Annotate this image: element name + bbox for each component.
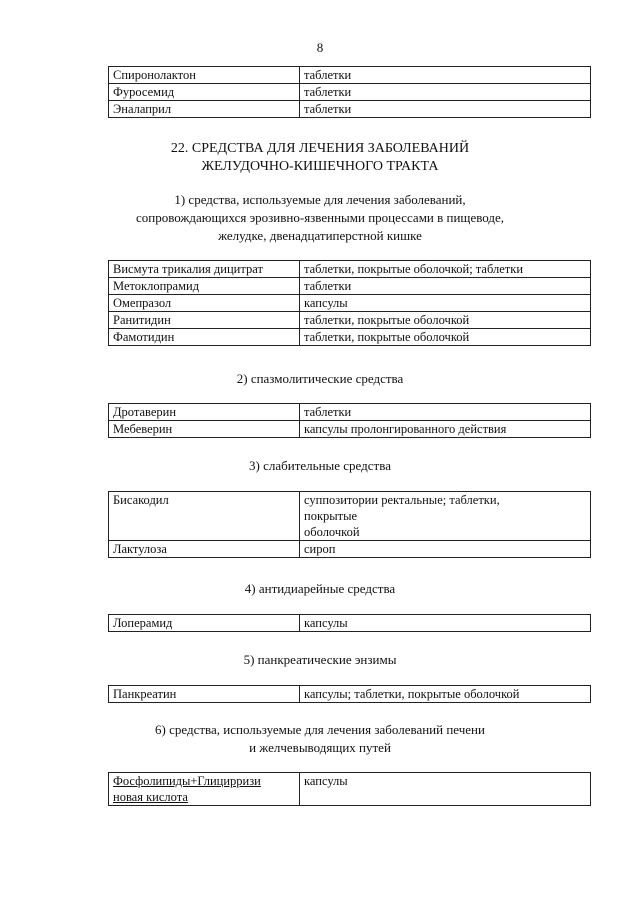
table-row bbox=[109, 492, 591, 541]
drug-form: таблетки bbox=[300, 404, 591, 421]
drug-name: Эналаприл bbox=[109, 101, 300, 118]
drug-form-line: покрытые bbox=[304, 509, 358, 523]
group-heading bbox=[0, 191, 640, 245]
table-row bbox=[109, 278, 591, 295]
drug-name: Дротаверин bbox=[109, 404, 300, 421]
drug-name-line: новая кислота bbox=[113, 790, 188, 804]
table-row bbox=[109, 312, 591, 329]
heading-line: 1) средства, используемые для лечения заболеваний, bbox=[174, 192, 466, 207]
drug-form: капсулы; таблетки, покрытые оболочкой bbox=[300, 686, 591, 703]
group-heading bbox=[0, 457, 640, 475]
table-row bbox=[109, 404, 591, 421]
heading-line: 3) слабительные средства bbox=[249, 458, 391, 473]
drug-form: таблетки bbox=[300, 84, 591, 101]
table-row bbox=[109, 101, 591, 118]
drug-name: Ранитидин bbox=[109, 312, 300, 329]
drug-form: таблетки, покрытые оболочкой bbox=[300, 329, 591, 346]
page-number: 8 bbox=[316, 40, 324, 55]
table-row bbox=[109, 541, 591, 558]
group-heading bbox=[0, 721, 640, 757]
drug-name: Фуросемид bbox=[109, 84, 300, 101]
drug-table-group-5 bbox=[108, 685, 591, 703]
drug-form: таблетки bbox=[300, 278, 591, 295]
group-heading bbox=[0, 370, 640, 388]
drug-table-group-6 bbox=[108, 772, 591, 806]
drug-name: Панкреатин bbox=[109, 686, 300, 703]
table-row bbox=[109, 84, 591, 101]
table-row bbox=[109, 615, 591, 632]
section-title bbox=[0, 140, 640, 176]
drug-form: сироп bbox=[300, 541, 591, 558]
table-row bbox=[109, 261, 591, 278]
heading-line: 5) панкреатические энзимы bbox=[243, 652, 397, 667]
table-row bbox=[109, 686, 591, 703]
drug-table-group-4 bbox=[108, 614, 591, 632]
drug-form: капсулы bbox=[300, 295, 591, 312]
table-row bbox=[109, 421, 591, 438]
drug-name: Фамотидин bbox=[109, 329, 300, 346]
heading-line: 2) спазмолитические средства bbox=[236, 371, 404, 386]
drug-name: Висмута трикалия дицитрат bbox=[109, 261, 300, 278]
drug-form: таблетки, покрытые оболочкой; таблетки bbox=[300, 261, 591, 278]
drug-form: капсулы пролонгированного действия bbox=[300, 421, 591, 438]
drug-form: таблетки, покрытые оболочкой bbox=[300, 312, 591, 329]
group-heading bbox=[0, 580, 640, 598]
heading-line: 4) антидиарейные средства bbox=[244, 581, 396, 596]
drug-table-group-2 bbox=[108, 403, 591, 438]
drug-form-line: оболочкой bbox=[304, 525, 360, 539]
drug-name: Омепразол bbox=[109, 295, 300, 312]
drug-table-group-3 bbox=[108, 491, 591, 558]
section-title-line: ЖЕЛУДОЧНО-КИШЕЧНОГО ТРАКТА bbox=[201, 159, 439, 174]
drug-name: Спиронолактон bbox=[109, 67, 300, 84]
drug-name-line: Фосфолипиды+Глицирризи bbox=[113, 774, 261, 788]
heading-line: сопровождающихся эрозивно-язвенными процессами в пищеводе, bbox=[135, 210, 505, 225]
heading-line: желудке, двенадцатиперстной кишке bbox=[218, 228, 422, 243]
drug-form: капсулы bbox=[300, 773, 591, 806]
drug-name: Метоклопрамид bbox=[109, 278, 300, 295]
heading-line: и желчевыводящих путей bbox=[249, 740, 391, 755]
drug-table-group-1 bbox=[108, 260, 591, 346]
drug-name: Мебеверин bbox=[109, 421, 300, 438]
drug-form: таблетки bbox=[300, 67, 591, 84]
heading-line: 6) средства, используемые для лечения заболеваний печени bbox=[155, 722, 485, 737]
group-heading bbox=[0, 651, 640, 669]
drug-name: Бисакодил bbox=[109, 492, 300, 541]
section-title-line: 22. СРЕДСТВА ДЛЯ ЛЕЧЕНИЯ ЗАБОЛЕВАНИЙ bbox=[170, 141, 470, 156]
table-row bbox=[109, 329, 591, 346]
top-drug-table bbox=[108, 66, 591, 118]
drug-form-line: суппозитории ректальные; таблетки, bbox=[304, 493, 500, 507]
drug-form: капсулы bbox=[300, 615, 591, 632]
table-row bbox=[109, 295, 591, 312]
table-row bbox=[109, 67, 591, 84]
drug-form bbox=[300, 492, 591, 541]
drug-name: Лактулоза bbox=[109, 541, 300, 558]
drug-name bbox=[109, 773, 300, 806]
drug-name: Лоперамид bbox=[109, 615, 300, 632]
table-row bbox=[109, 773, 591, 806]
drug-form: таблетки bbox=[300, 101, 591, 118]
